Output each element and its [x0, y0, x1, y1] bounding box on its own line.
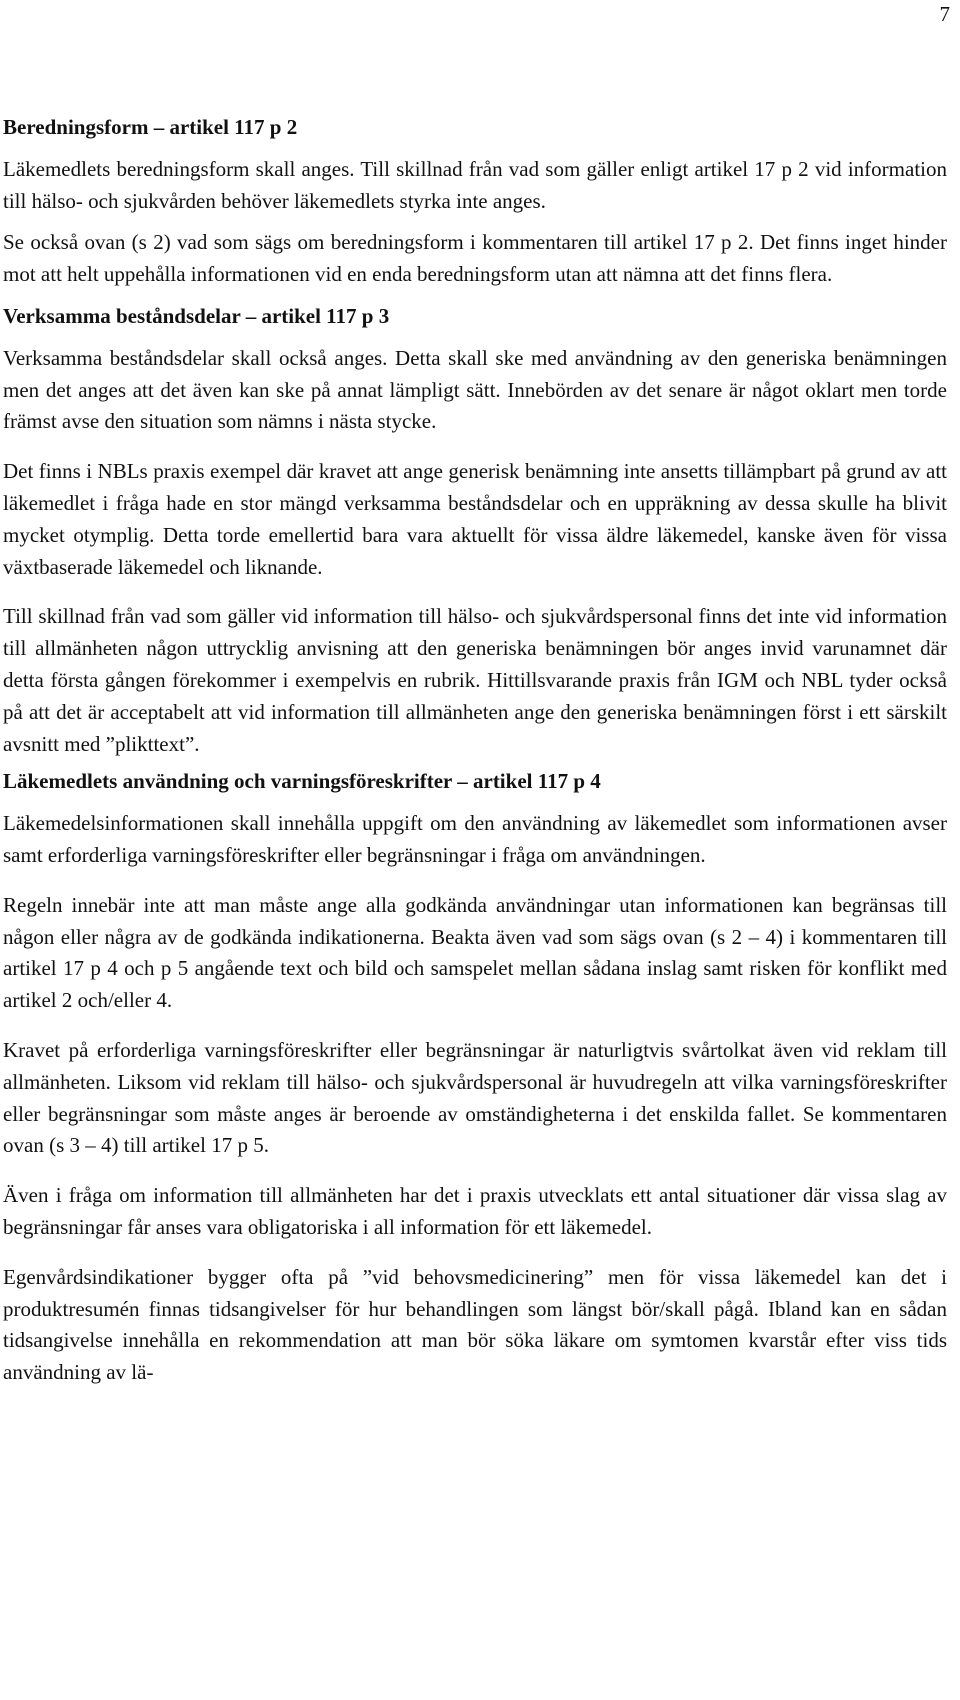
section-heading-anvandning-varningsforeskrifter: Läkemedlets användning och varningsföreskrifter – artikel 117 p 4	[3, 769, 601, 794]
page-number: 7	[939, 2, 950, 26]
document-body	[3, 112, 947, 1389]
paragraph: Egenvårdsindikationer bygger ofta på ”vid behovsmedicinering” men för vissa läkemedel kan det i produktresumén finnas tidsangivelser för hur behandlingen som längst bör/skall pågå. Ibland kan en sådan tidsangivelse innehålla en rekommendation att man bör söka läkare om symtomen kvarstår efter viss tids användning av lä-	[3, 1264, 947, 1385]
paragraph: Se också ovan (s 2) vad som sägs om beredningsform i kommentaren till artikel 17 p 2. Det finns inget hinder mot att helt uppehålla informationen vid en enda beredningsform utan att nämna att det finns flera.	[3, 230, 947, 287]
paragraph: Regeln innebär inte att man måste ange alla godkända användningar utan informationen kan begränsas till någon eller några av de godkända indikationerna. Beakta även vad som sägs ovan (s 2 – 4) i kommentaren till artikel 17 p 4 och p 5 angående text och bild och samspelet mellan sådana inslag samt risken för konflikt med artikel 2 och/eller 4.	[3, 892, 947, 1013]
paragraph: Kravet på erforderliga varningsföreskrifter eller begränsningar är naturligtvis svårtolkat även vid reklam till allmänheten. Liksom vid reklam till hälso- och sjukvårdspersonal är huvudregeln att vilka varningsföreskrifter eller begränsningar som måste anges är beroende av omständigheterna i det enskilda fallet. Se kommentaren ovan (s 3 – 4) till artikel 17 p 5.	[3, 1037, 947, 1158]
paragraph: Verksamma beståndsdelar skall också anges. Detta skall ske med användning av den generiska benämningen men det anges att det även kan ske på annat lämpligt sätt. Innebörden av det senare är något oklart men torde främst avse den situation som nämns i nästa stycke.	[3, 345, 947, 434]
paragraph: Läkemedelsinformationen skall innehålla uppgift om den användning av läkemedlet som informationen avser samt erforderliga varningsföreskrifter eller begränsningar i fråga om användningen.	[3, 811, 947, 867]
paragraph: Till skillnad från vad som gäller vid information till hälso- och sjukvårdspersonal finns det inte vid information till allmänheten någon uttrycklig anvisning att den generiska benämningen bör anges invid varunamnet där detta första gången förekommer i exempelvis en rubrik. Hittillsvarande praxis från IGM och NBL tyder också på att det är acceptabelt att vid information till allmänheten ange den generiska benämningen först i ett särskilt avsnitt med ”plikttext”.	[3, 604, 947, 756]
section-heading-beredningsform: Beredningsform – artikel 117 p 2	[3, 115, 298, 139]
paragraph: Läkemedlets beredningsform skall anges. Till skillnad från vad som gäller enligt artikel 17 p 2 vid information till hälso- och sjukvården behöver läkemedlets styrka inte anges.	[3, 156, 947, 213]
paragraph: Även i fråga om information till allmänheten har det i praxis utvecklats ett antal situationer där vissa slag av begränsningar får anses vara obligatoriska i all information för ett läkemedel.	[3, 1183, 947, 1239]
section-heading-verksamma-bestandsdelar: Verksamma beståndsdelar – artikel 117 p 3	[3, 303, 390, 328]
paragraph: Det finns i NBLs praxis exempel där kravet att ange generisk benämning inte ansetts tillämpbart på grund av att läkemedlet i fråga hade en stor mängd verksamma beståndsdelar och en uppräkning av dessa skulle ha blivit mycket otymplig. Detta torde emellertid bara vara aktuellt för vissa äldre läkemedel, kanske även för vissa växtbaserade läkemedel och liknande.	[3, 459, 947, 579]
